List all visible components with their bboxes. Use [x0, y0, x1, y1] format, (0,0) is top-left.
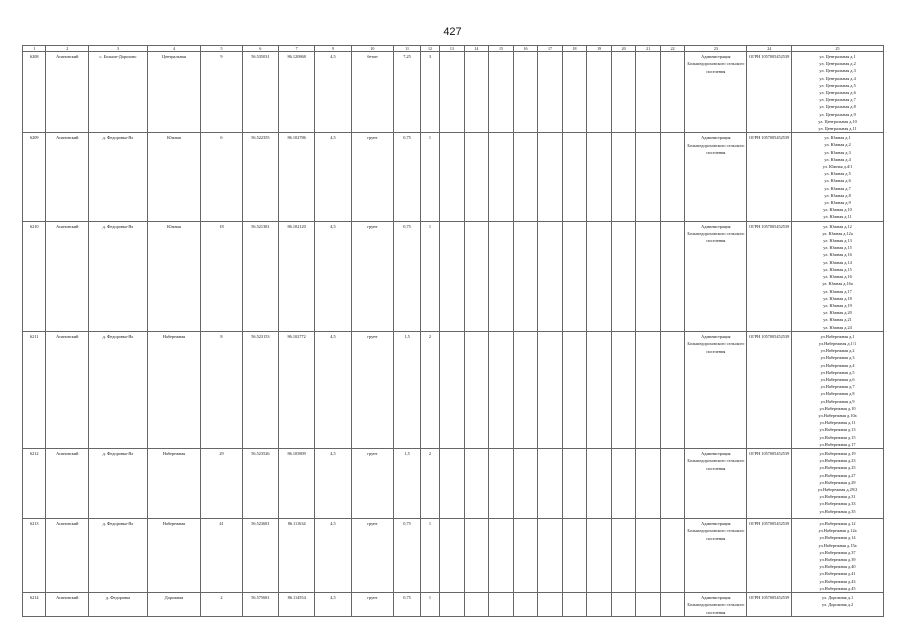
cell-ogrn: ОГРН 1057005452539	[747, 133, 792, 221]
cell-street: Дорожная	[147, 593, 200, 617]
empty-cell	[513, 448, 538, 518]
address-line: ул.Набережная д.39	[819, 556, 856, 562]
empty-cell	[587, 221, 612, 331]
address-line: ул. Южная д.24	[823, 324, 852, 330]
column-number-cell: 24	[747, 46, 792, 52]
empty-cell	[513, 52, 538, 133]
cell-district: Асиновский	[46, 52, 89, 133]
empty-cell	[513, 331, 538, 448]
address-line: ул.Набережная д.43	[819, 578, 856, 584]
cell-count: 1	[420, 518, 439, 592]
empty-cell	[562, 593, 587, 617]
address-line: ул. Южная д.4	[824, 156, 851, 162]
cell-lon: 86.102786	[279, 133, 315, 221]
cell-addresses	[792, 518, 884, 592]
empty-cell	[611, 448, 636, 518]
address-line: ул. Центральная д.6	[819, 90, 856, 96]
address-line: ул. Центральная д.8	[819, 104, 856, 110]
cell-surface: бетон	[351, 52, 394, 133]
cell-owner: Администрация Большедороховского сельского поселения	[685, 331, 747, 448]
cell-volume: 1,5	[394, 448, 421, 518]
cell-district: Асиновский	[46, 448, 89, 518]
address-line: ул.Набережная д.31	[819, 494, 856, 500]
cell-num: 6211	[23, 331, 46, 448]
cell-ogrn: ОГРН 1057005452539	[747, 518, 792, 592]
cell-volume: 0,75	[394, 593, 421, 617]
empty-cell	[489, 133, 514, 221]
empty-cell	[513, 221, 538, 331]
cell-lat: 56.523681	[242, 518, 278, 592]
cell-street: Южная	[147, 133, 200, 221]
cell-addresses	[792, 52, 884, 133]
cell-locality: с. Больше-Дорохово	[89, 52, 148, 133]
empty-cell	[611, 518, 636, 592]
cell-lat: 56.575681	[242, 593, 278, 617]
empty-cell	[611, 52, 636, 133]
empty-cell	[611, 133, 636, 221]
empty-cell	[611, 221, 636, 331]
address-line: ул.Набережная д.29	[819, 479, 856, 485]
address-line: ул.Набережная д.19	[819, 450, 856, 456]
cell-owner: Администрация Большедороховского сельского поселения	[685, 221, 747, 331]
empty-cell	[538, 221, 563, 331]
table-row	[23, 518, 884, 592]
address-line: ул. Южная д.1	[824, 135, 851, 141]
column-number-cell: 4	[147, 46, 200, 52]
address-line: ул.Набережная д.37	[819, 549, 856, 555]
empty-cell	[440, 331, 465, 448]
empty-cell	[636, 331, 661, 448]
cell-locality: д. Федоровка-Ял	[89, 221, 148, 331]
cell-volume: 0,75	[394, 133, 421, 221]
cell-street: Центральная	[147, 52, 200, 133]
empty-cell	[660, 52, 685, 133]
address-line: ул.Набережная д.8	[820, 391, 855, 397]
empty-cell	[538, 448, 563, 518]
table-row	[23, 52, 884, 133]
address-line: ул. Дорожная д.1	[821, 595, 854, 600]
address-line: ул. Центральная д.3	[819, 68, 856, 74]
empty-cell	[660, 448, 685, 518]
cell-district: Асиновский	[46, 331, 89, 448]
empty-cell	[513, 133, 538, 221]
cell-district: Асиновский	[46, 133, 89, 221]
address-line: ул. Центральная д.9	[819, 111, 856, 117]
address-line: ул. Южная д.10	[823, 207, 852, 213]
empty-cell	[587, 593, 612, 617]
cell-num: 6213	[23, 518, 46, 592]
empty-cell	[464, 133, 489, 221]
address-line: ул. Южная д.8	[824, 192, 851, 198]
cell-house: 8	[201, 331, 243, 448]
address-line: ул.Набережная д.10	[819, 405, 856, 411]
cell-street: Набережная	[147, 331, 200, 448]
registry-table	[22, 45, 884, 617]
address-line: ул. Центральная д.1	[819, 54, 856, 59]
empty-cell	[464, 518, 489, 592]
address-line: ул. Южная д.14	[823, 259, 852, 265]
empty-cell	[464, 448, 489, 518]
address-line: ул. Южная д.16	[823, 252, 852, 258]
cell-addresses	[792, 448, 884, 518]
cell-house: 2	[201, 593, 243, 617]
address-line: ул.Набережная д.35	[819, 508, 856, 514]
empty-cell	[440, 593, 465, 617]
column-number-cell: 3	[89, 46, 148, 52]
empty-cell	[562, 52, 587, 133]
empty-cell	[538, 133, 563, 221]
table-row	[23, 133, 884, 221]
address-line: ул.Набережная д.41	[819, 571, 856, 577]
address-line: ул.Набережная д.11	[819, 420, 856, 426]
cell-lon: 86.114554	[279, 593, 315, 617]
empty-cell	[587, 52, 612, 133]
empty-cell	[562, 518, 587, 592]
empty-cell	[587, 518, 612, 592]
cell-num: 6208	[23, 52, 46, 133]
column-number-cell: 9	[315, 46, 351, 52]
empty-cell	[611, 331, 636, 448]
empty-cell	[587, 133, 612, 221]
empty-cell	[440, 221, 465, 331]
address-line: ул. Южная д.2	[824, 142, 851, 148]
cell-owner: Администрация Большедороховского сельского поселения	[685, 593, 747, 617]
empty-cell	[636, 593, 661, 617]
column-number-cell: 15	[489, 46, 514, 52]
address-line: ул. Южная д.5	[824, 171, 851, 177]
address-line: ул. Южная д.15	[823, 245, 852, 251]
table-row	[23, 593, 884, 617]
cell-surface: грунт	[351, 518, 394, 592]
cell-volume: 7,25	[394, 52, 421, 133]
cell-street: Южная	[147, 221, 200, 331]
address-line: ул. Центральная д.4	[819, 75, 856, 81]
address-line: ул.Набережная д.12	[819, 520, 856, 526]
address-line: ул.Набережная д.45	[819, 585, 856, 591]
empty-cell	[660, 221, 685, 331]
address-line: ул.Набережная д.40	[819, 564, 856, 570]
address-line: ул. Южная д.20	[823, 310, 852, 316]
cell-locality: д. Федоровка-Ял	[89, 448, 148, 518]
cell-ogrn: ОГРН 1057005452539	[747, 52, 792, 133]
column-number-cell: 6	[242, 46, 278, 52]
address-line: ул.Набережная д.4	[820, 362, 855, 368]
address-line: ул. Южная д.15	[823, 266, 852, 272]
cell-owner: Администрация Большедороховского сельского поселения	[685, 52, 747, 133]
address-line: ул.Набережная д.17	[819, 441, 856, 447]
column-number-cell: 1	[23, 46, 46, 52]
empty-cell	[562, 221, 587, 331]
address-line: ул.Набережная д.6	[820, 376, 855, 382]
cell-locality: д. Федоровка	[89, 593, 148, 617]
cell-area: 4,5	[315, 221, 351, 331]
address-line: ул.Набережная д.29/2	[817, 486, 858, 492]
cell-addresses	[792, 593, 884, 617]
cell-surface: грунт	[351, 133, 394, 221]
cell-house: 41	[201, 518, 243, 592]
cell-house: 9	[201, 52, 243, 133]
cell-count: 1	[420, 221, 439, 331]
empty-cell	[489, 518, 514, 592]
cell-locality: д. Федоровка-Ял	[89, 331, 148, 448]
address-line: ул.Набережная д.25	[819, 465, 856, 471]
address-line: ул. Дорожная д.2	[821, 602, 854, 608]
cell-lat: 56.523526	[242, 448, 278, 518]
cell-num: 6210	[23, 221, 46, 331]
table-row	[23, 221, 884, 331]
empty-cell	[440, 448, 465, 518]
column-number-cell: 19	[587, 46, 612, 52]
address-line: ул. Южная д.6	[824, 178, 851, 184]
empty-cell	[562, 331, 587, 448]
cell-house: 18	[201, 221, 243, 331]
address-line: ул. Центральная д.5	[819, 82, 856, 88]
empty-cell	[489, 331, 514, 448]
cell-addresses	[792, 331, 884, 448]
empty-cell	[636, 221, 661, 331]
cell-surface: грунт	[351, 593, 394, 617]
column-number-cell: 16	[513, 46, 538, 52]
address-line: ул. Южная д.9	[824, 200, 851, 206]
column-number-cell: 5	[201, 46, 243, 52]
cell-count: 2	[420, 448, 439, 518]
address-line: ул.Набережная д.15а	[818, 542, 857, 548]
cell-locality: д. Федоровка-Ял	[89, 518, 148, 592]
address-line: ул. Центральная д.7	[819, 97, 856, 103]
column-number-cell: 25	[792, 46, 884, 52]
cell-count: 3	[420, 52, 439, 133]
address-line: ул. Южная д.13	[823, 238, 852, 244]
cell-owner: Администрация Большедороховского сельского поселения	[685, 518, 747, 592]
cell-owner: Администрация Большедороховского сельского поселения	[685, 448, 747, 518]
cell-addresses	[792, 133, 884, 221]
cell-locality: д. Федоровка-Ял	[89, 133, 148, 221]
cell-num: 6212	[23, 448, 46, 518]
empty-cell	[538, 518, 563, 592]
address-line: ул.Набережная д.12а	[818, 528, 857, 534]
cell-volume: 1,5	[394, 331, 421, 448]
address-line: ул.Набережная д.14	[819, 535, 856, 541]
cell-district: Асиновский	[46, 593, 89, 617]
cell-street: Набережная	[147, 448, 200, 518]
column-number-cell: 2	[46, 46, 89, 52]
empty-cell	[587, 331, 612, 448]
address-line: ул. Южная д.19	[823, 302, 852, 308]
address-line: ул.Набережная д.10а	[818, 412, 857, 418]
empty-cell	[562, 133, 587, 221]
column-number-cell: 20	[611, 46, 636, 52]
empty-cell	[587, 448, 612, 518]
empty-cell	[636, 133, 661, 221]
address-line: ул.Набережная д.1/1	[818, 340, 857, 346]
cell-lon: 86.105809	[279, 448, 315, 518]
empty-cell	[538, 52, 563, 133]
cell-area: 4,5	[315, 518, 351, 592]
address-line: ул. Южная д.16а	[822, 281, 853, 287]
column-number-cell: 11	[394, 46, 421, 52]
address-line: ул. Южная д.21	[823, 317, 852, 323]
address-line: ул. Южная д.12	[823, 223, 852, 229]
address-line: ул. Южная д.7	[824, 185, 851, 191]
cell-lon: 86.102772	[279, 331, 315, 448]
empty-cell	[489, 52, 514, 133]
cell-ogrn: ОГРН 1057005452539	[747, 448, 792, 518]
cell-volume: 0,75	[394, 518, 421, 592]
cell-district: Асиновский	[46, 221, 89, 331]
cell-area: 4,5	[315, 448, 351, 518]
address-line: ул.Набережная д.2	[820, 348, 855, 354]
cell-ogrn: ОГРН 1057005452539	[747, 593, 792, 617]
cell-house: 29	[201, 448, 243, 518]
cell-street: Набережная	[147, 518, 200, 592]
column-number-cell: 14	[464, 46, 489, 52]
address-line: ул.Набережная д.5	[820, 369, 855, 375]
column-number-cell: 22	[660, 46, 685, 52]
cell-ogrn: ОГРН 1057005452539	[747, 331, 792, 448]
empty-cell	[464, 593, 489, 617]
address-line: ул. Центральная д.11	[818, 126, 857, 132]
address-line: ул.Набережная д.7	[820, 384, 855, 390]
empty-cell	[440, 518, 465, 592]
empty-cell	[660, 331, 685, 448]
address-line: ул.Набережная д.9	[820, 398, 855, 404]
address-line: ул. Южная д.4/1	[822, 164, 853, 170]
address-line: ул. Южная д.11	[823, 214, 852, 220]
column-number-cell: 13	[440, 46, 465, 52]
empty-cell	[660, 593, 685, 617]
cell-owner: Администрация Большедороховского сельского поселения	[685, 133, 747, 221]
empty-cell	[440, 52, 465, 133]
empty-cell	[440, 133, 465, 221]
empty-cell	[660, 518, 685, 592]
address-line: ул.Набережная д.3	[820, 355, 855, 361]
column-number-cell: 10	[351, 46, 394, 52]
empty-cell	[562, 448, 587, 518]
empty-cell	[636, 518, 661, 592]
column-number-cell: 12	[420, 46, 439, 52]
cell-lon: 86.120868	[279, 52, 315, 133]
address-line: ул.Набережная д.15	[819, 434, 856, 440]
cell-ogrn: ОГРН 1057005452539	[747, 221, 792, 331]
cell-lon: 86.102120	[279, 221, 315, 331]
table-row	[23, 331, 884, 448]
empty-cell	[464, 331, 489, 448]
empty-cell	[636, 52, 661, 133]
cell-volume: 0,75	[394, 221, 421, 331]
empty-cell	[660, 133, 685, 221]
address-line: ул.Набережная д.27	[819, 472, 856, 478]
cell-surface: грунт	[351, 448, 394, 518]
address-line: ул.Набережная д.23	[819, 458, 856, 464]
cell-surface: грунт	[351, 221, 394, 331]
empty-cell	[489, 221, 514, 331]
empty-cell	[489, 448, 514, 518]
cell-area: 4,5	[315, 331, 351, 448]
cell-addresses	[792, 221, 884, 331]
empty-cell	[489, 593, 514, 617]
cell-house: 6	[201, 133, 243, 221]
address-line: ул. Южная д.17	[823, 288, 852, 294]
empty-cell	[513, 518, 538, 592]
cell-count: 1	[420, 593, 439, 617]
address-line: ул. Южная д.18	[823, 295, 852, 301]
address-line: ул.Набережная д.13	[819, 427, 856, 433]
cell-area: 4,5	[315, 52, 351, 133]
empty-cell	[538, 331, 563, 448]
address-line: ул.Набережная д.33	[819, 501, 856, 507]
cell-surface: грунт	[351, 331, 394, 448]
address-line: ул. Южная д.16	[823, 274, 852, 280]
empty-cell	[538, 593, 563, 617]
page-number: 427	[443, 26, 462, 38]
empty-cell	[611, 593, 636, 617]
address-line: ул.Набережная д.1	[820, 333, 855, 339]
cell-lat: 56.521381	[242, 221, 278, 331]
address-line: ул. Центральная д.2	[819, 61, 856, 67]
cell-district: Асиновский	[46, 518, 89, 592]
empty-cell	[636, 448, 661, 518]
column-number-cell: 18	[562, 46, 587, 52]
column-number-cell: 21	[636, 46, 661, 52]
cell-lat: 56.535031	[242, 52, 278, 133]
cell-lon: 86.111634	[279, 518, 315, 592]
cell-num: 6209	[23, 133, 46, 221]
cell-area: 4,5	[315, 593, 351, 617]
column-number-cell: 23	[685, 46, 747, 52]
empty-cell	[513, 593, 538, 617]
column-number-cell: 17	[538, 46, 563, 52]
cell-num: 6214	[23, 593, 46, 617]
empty-cell	[464, 52, 489, 133]
table-row	[23, 448, 884, 518]
cell-lat: 56.523153	[242, 331, 278, 448]
cell-area: 4,5	[315, 133, 351, 221]
empty-cell	[464, 221, 489, 331]
column-number-cell: 7	[279, 46, 315, 52]
address-line: ул. Южная д.12а	[822, 230, 853, 236]
address-line: ул. Центральная д.10	[818, 118, 857, 124]
cell-lat: 56.522355	[242, 133, 278, 221]
cell-count: 2	[420, 331, 439, 448]
cell-count: 1	[420, 133, 439, 221]
address-line: ул. Южная д.3	[824, 149, 851, 155]
